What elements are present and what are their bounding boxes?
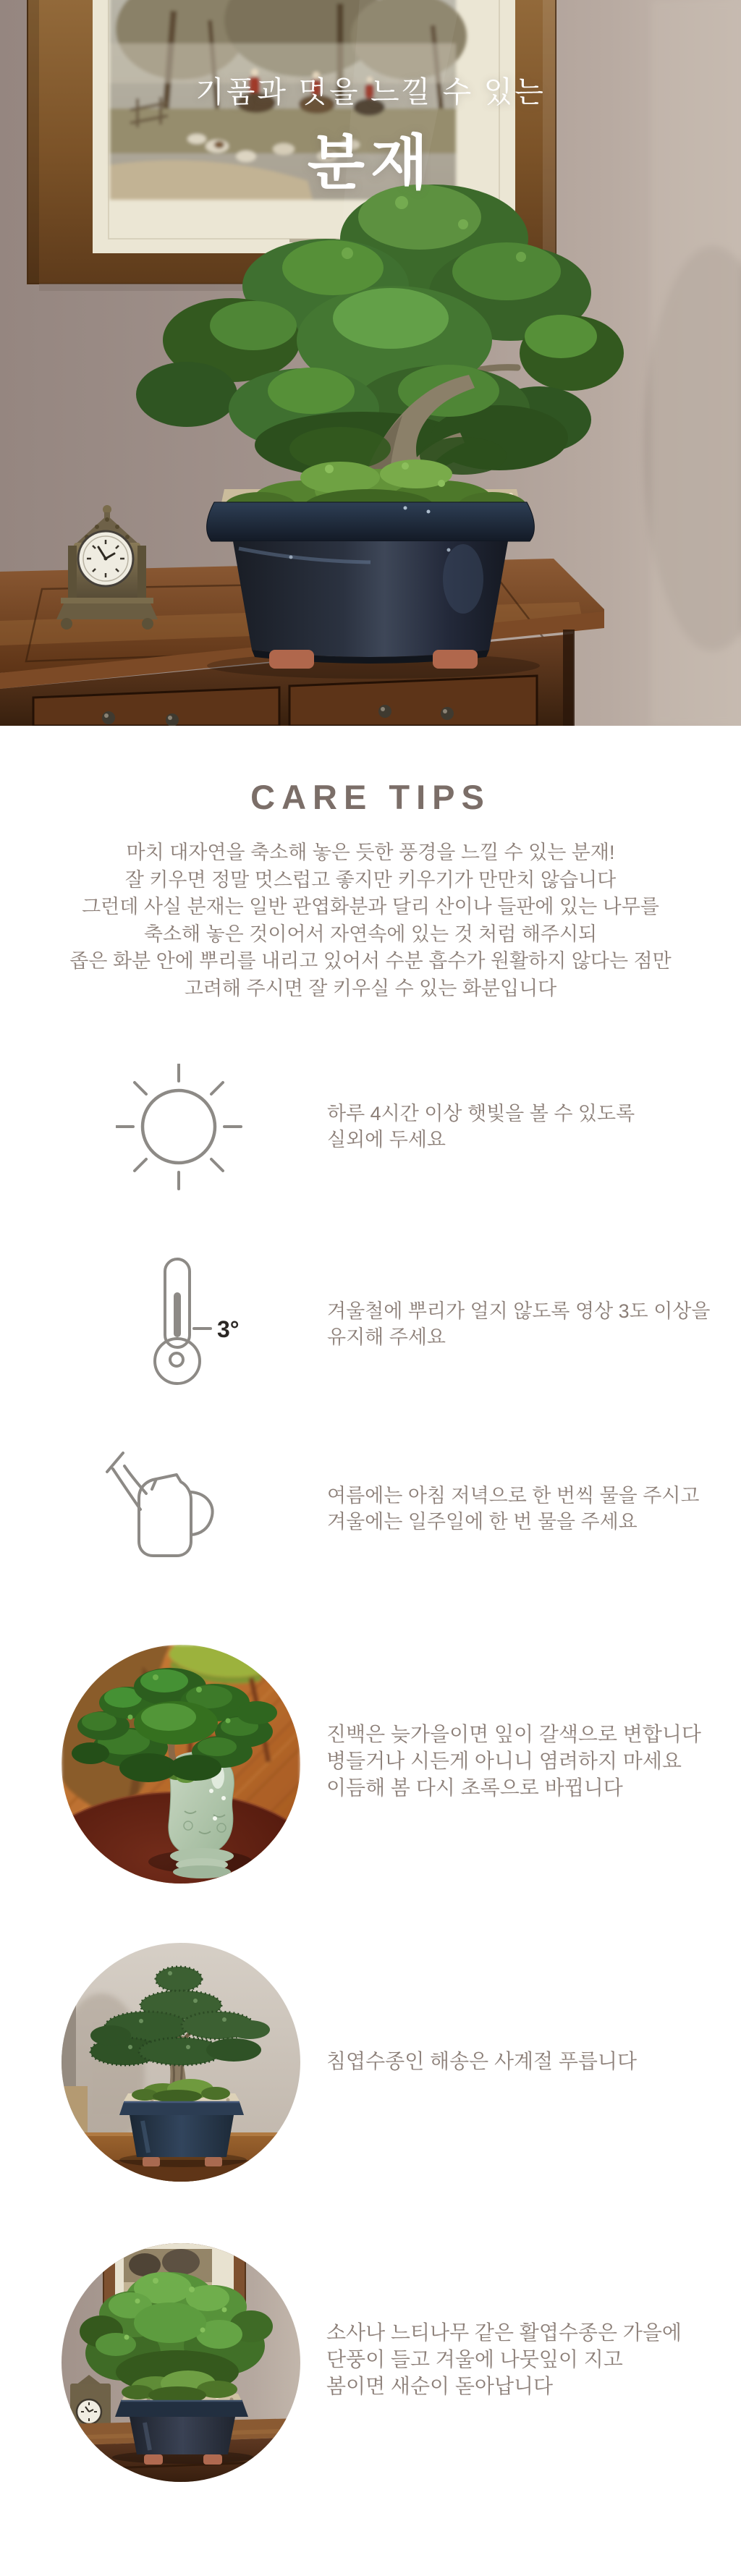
navy-pot	[119, 2102, 244, 2166]
pot-foot	[269, 650, 314, 669]
intro-line: 고려해 주시면 잘 키우실 수 있는 화분입니다	[184, 977, 557, 999]
tip-line: 겨울에는 일주일에 한 번 물을 주세요	[327, 1511, 638, 1533]
care-tips-heading: CARE TIPS	[250, 778, 491, 816]
species-line: 봄이면 새순이 돋아납니다	[326, 2375, 554, 2397]
black-pine-photo	[62, 1943, 300, 2182]
side-furniture	[62, 2086, 88, 2132]
species-line: 진백은 늦가을이면 잎이 갈색으로 변합니다	[326, 1723, 701, 1745]
hero-subtitle: 기품과 멋을 느낄 수 있는	[195, 75, 546, 109]
drawer-knob	[102, 711, 115, 724]
intro-line: 그런데 사실 분재는 일반 관엽화분과 달리 산이나 들판에 있는 나무를	[82, 896, 659, 918]
species-line: 병들거나 시든게 아니니 염려하지 마세요	[326, 1750, 682, 1772]
juniper-description	[326, 1721, 701, 1801]
tip-sunlight-text	[327, 1101, 635, 1153]
hornbeam-description	[326, 2319, 682, 2399]
tip-line: 여름에는 아침 저녁으로 한 번씩 물을 주시고	[327, 1485, 700, 1507]
temperature-label: 3°	[217, 1316, 240, 1342]
species-line: 단풍이 들고 겨울에 나뭇잎이 지고	[326, 2348, 623, 2370]
tip-line: 하루 4시간 이상 햇빛을 볼 수 있도록	[327, 1103, 635, 1124]
tip-temperature-text	[327, 1298, 711, 1350]
intro-line: 마치 대자연을 축소해 놓은 듯한 풍경을 느낄 수 있는 분재!	[126, 842, 615, 863]
tip-line: 유지해 주세요	[327, 1326, 446, 1348]
tip-line: 겨울철에 뿌리가 얼지 않도록 영상 3도 이상을	[327, 1300, 711, 1322]
juniper-photo	[62, 1645, 300, 1884]
tip-line: 실외에 두세요	[327, 1129, 446, 1151]
drawer-knob	[441, 707, 454, 720]
species-line: 이듬해 봄 다시 초록으로 바뀝니다	[326, 1776, 623, 1799]
sun-icon	[116, 1064, 242, 1190]
watering-can-icon	[101, 1447, 235, 1567]
hero-section	[0, 0, 741, 726]
hornbeam-photo	[62, 2243, 300, 2482]
navy-ceramic-pot	[207, 502, 535, 669]
hero-title: 분재	[307, 130, 434, 196]
thermometer-icon	[142, 1256, 258, 1390]
species-line: 침엽수종인 해송은 사계절 푸릅니다	[326, 2050, 638, 2072]
care-intro-paragraph	[0, 839, 741, 1002]
intro-line: 축소해 놓은 것이어서 자연속에 있는 것 처럼 해주시되	[143, 923, 598, 945]
intro-line: 좁은 화분 안에 뿌리를 내리고 있어서 수분 흡수가 원활하지 않다는 점만	[69, 950, 672, 972]
pot-foot	[433, 650, 478, 669]
black-pine-description	[326, 2048, 637, 2075]
species-line: 소사나 느티나무 같은 활엽수종은 가을에	[326, 2321, 682, 2344]
drawer-knob	[378, 705, 391, 718]
intro-line: 잘 키우면 정말 멋스럽고 좋지만 키우기가 만만치 않습니다	[124, 868, 617, 891]
tip-watering-text	[327, 1483, 699, 1535]
